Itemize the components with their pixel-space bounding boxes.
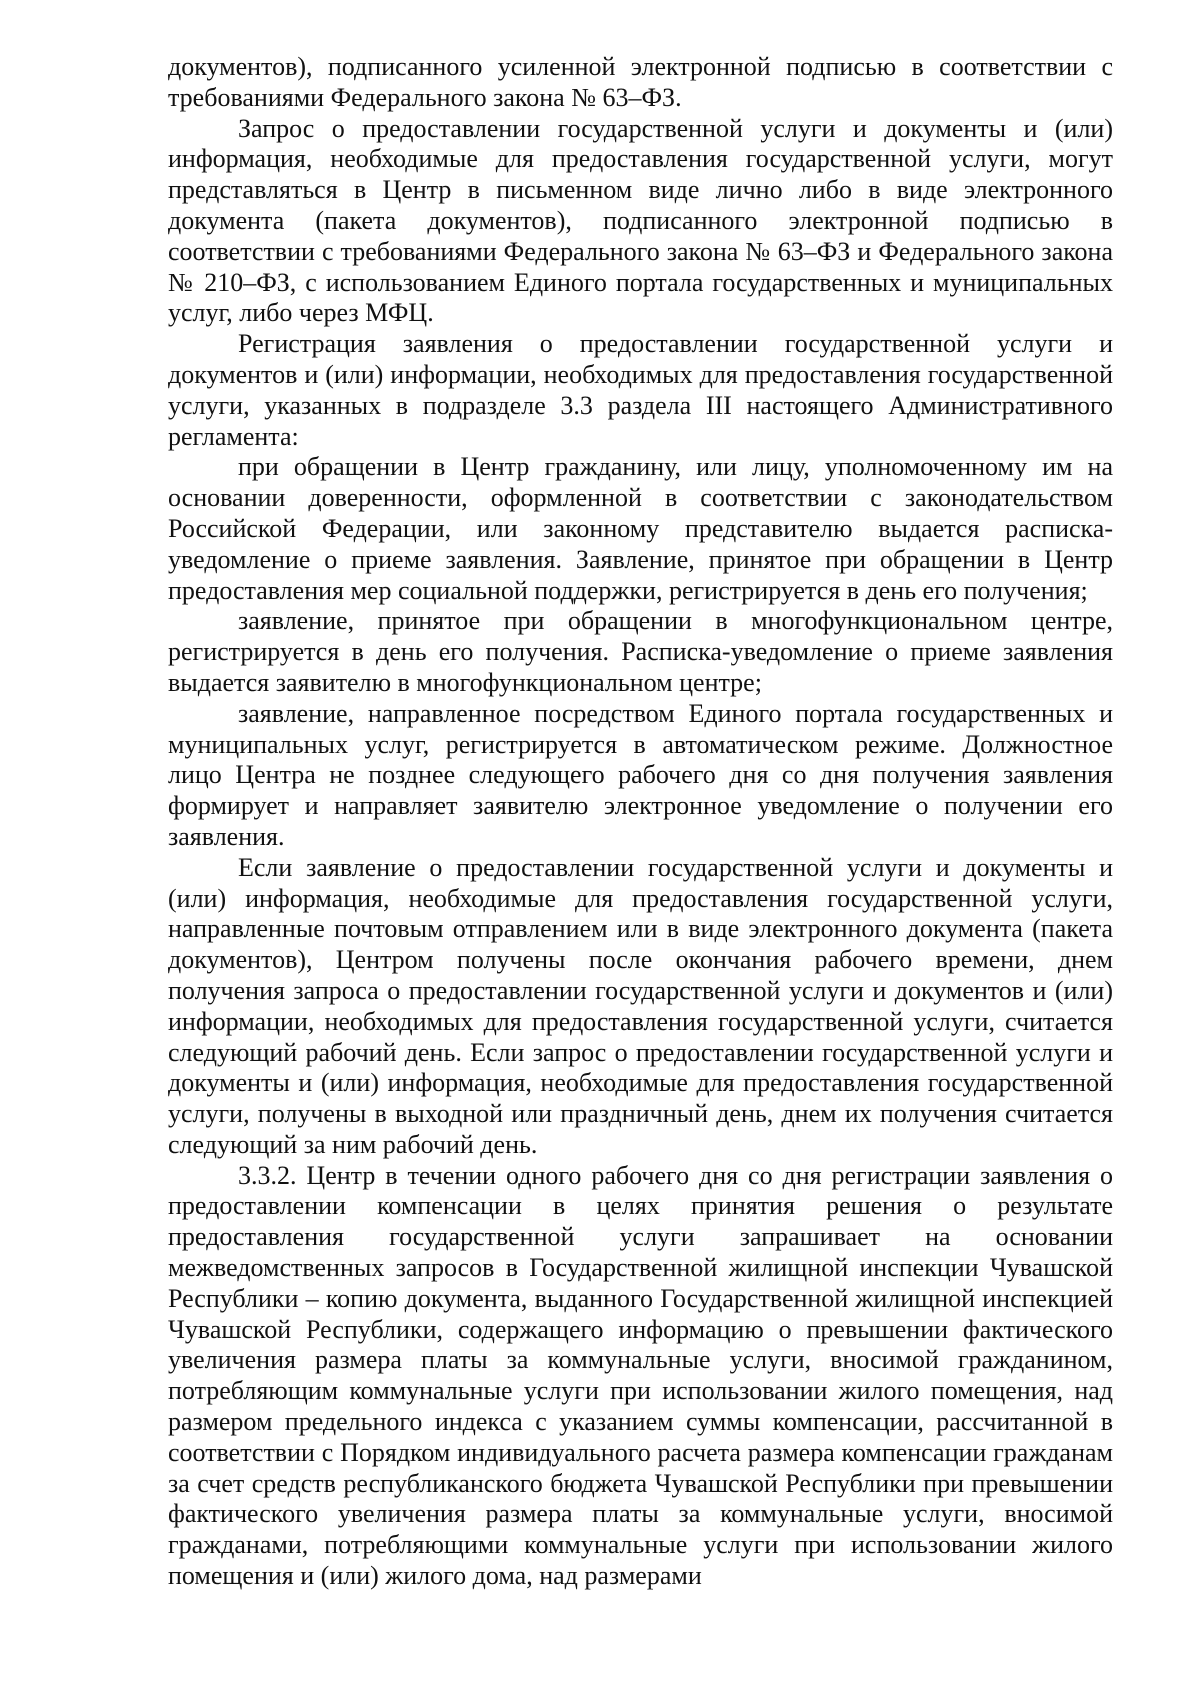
paragraph-1: документов), подписанного усиленной электронной подписью в соответствии с требованиями Федерального закона № 63–ФЗ. (168, 52, 1113, 112)
paragraph-4: при обращении в Центр гражданину, или лицу, уполномоченному им на основании доверенности, оформленной в соответствии с законодательством Российской Федерации, или законному представителю выдается расписка-уведомление о приеме заявления. Заявление, принятое при обращении в Центр предоставления мер социальной поддержки, регистрируется в день его получения; (168, 452, 1113, 605)
document-body (168, 52, 1113, 1592)
paragraph-2: Запрос о предоставлении государственной услуги и документы и (или) информация, необходимые для предоставления государственной услуги, могут представляться в Центр в письменном виде лично либо в виде электронного документа (пакета документов), подписанного электронной подписью в соответствии с требованиями Федерального закона № 63–ФЗ и Федерального закона № 210–ФЗ, с использованием Единого портала государственных и муниципальных услуг, либо через МФЦ. (168, 113, 1113, 328)
paragraph-6: заявление, направленное посредством Единого портала государственных и муниципальных услуг, регистрируется в автоматическом режиме. Должностное лицо Центра не позднее следующего рабочего дня со дня получения заявления формирует и направляет заявителю электронное уведомление о получении его заявления. (168, 698, 1113, 851)
paragraph-5: заявление, принятое при обращении в многофункциональном центре, регистрируется в день его получения. Расписка-уведомление о приеме заявления выдается заявителю в многофункциональном центре; (168, 606, 1113, 697)
paragraph-3: Регистрация заявления о предоставлении государственной услуги и документов и (или) информации, необходимых для предоставления государственной услуги, указанных в подразделе 3.3 раздела III настоящего Административного регламента: (168, 329, 1113, 451)
paragraph-8: 3.3.2. Центр в течении одного рабочего дня со дня регистрации заявления о предоставлении компенсации в целях принятия решения о результате предоставления государственной услуги запрашивает на основании межведомственных запросов в Государственной жилищной инспекции Чувашской Республики – копию документа, выданного Государственной жилищной инспекцией Чувашской Республики, содержащего информацию о превышении фактического увеличения размера платы за коммунальные услуги, вносимой гражданином, потребляющим коммунальные услуги при использовании жилого помещения, над размером предельного индекса с указанием суммы компенсации, рассчитанной в соответствии с Порядком индивидуального расчета размера компенсации гражданам за счет средств республиканского бюджета Чувашской Республики при превышении фактического увеличения размера платы за коммунальные услуги, вносимой гражданами, потребляющими коммунальные услуги при использовании жилого помещения и (или) жилого дома, над размерами (168, 1160, 1113, 1591)
paragraph-7: Если заявление о предоставлении государственной услуги и документы и (или) информация, необходимые для предоставления государственной услуги, направленные почтовым отправлением или в виде электронного документа (пакета документов), Центром получены после окончания рабочего времени, днем получения запроса о предоставлении государственной услуги и документов и (или) информации, необходимых для предоставления государственной услуги, считается следующий рабочий день. Если запрос о предоставлении государственной услуги и документы и (или) информация, необходимые для предоставления государственной услуги, получены в выходной или праздничный день, днем их получения считается следующий за ним рабочий день. (168, 852, 1113, 1159)
